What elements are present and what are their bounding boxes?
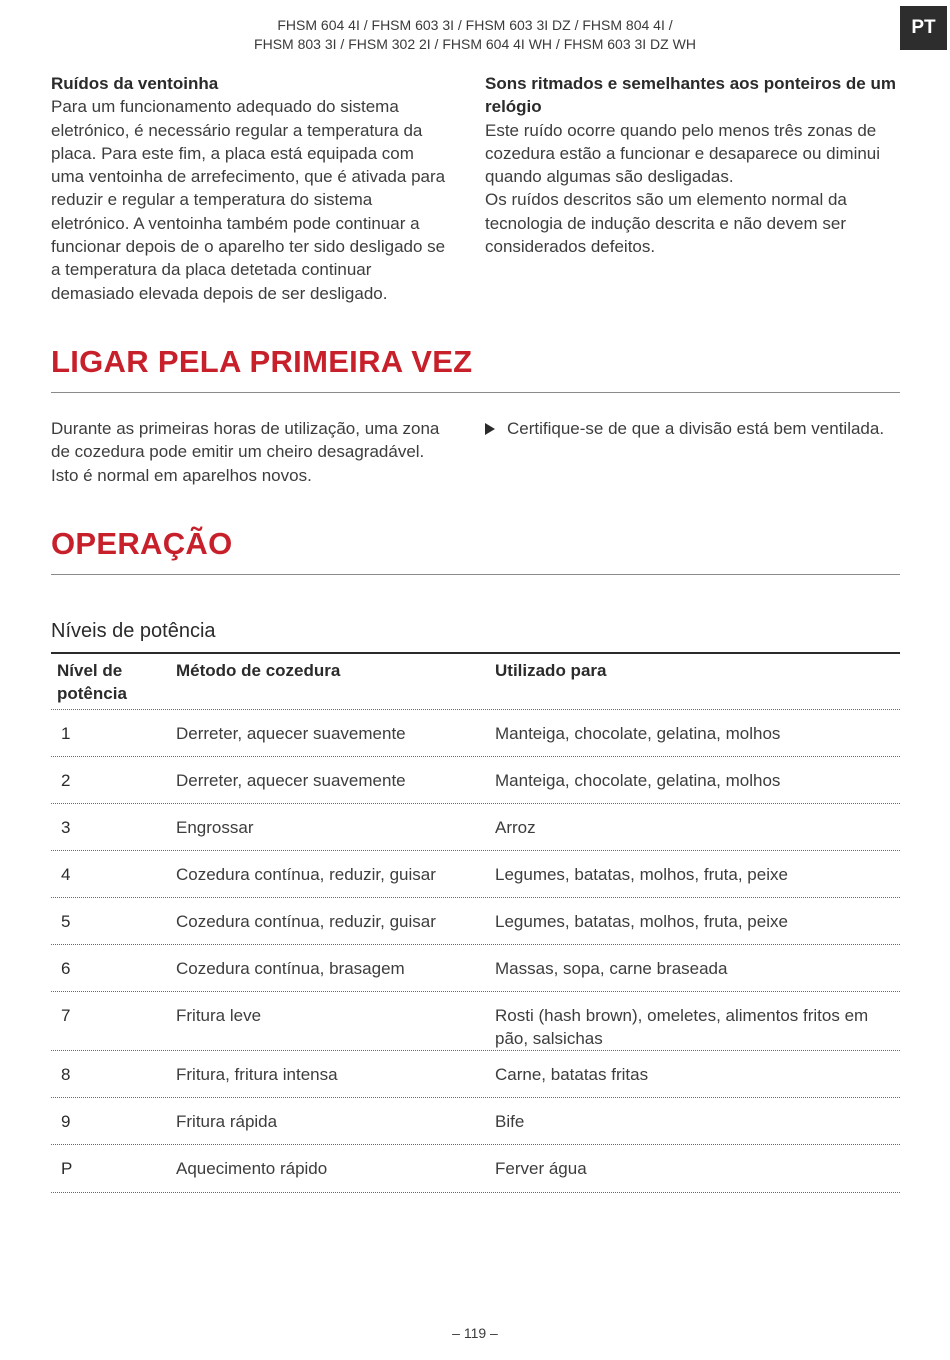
- cell-use: Rosti (hash brown), omeletes, alimentos fritos em pão, salsichas: [495, 1006, 869, 1049]
- cell-method: Engrossar: [176, 818, 254, 837]
- page-number: – 119 –: [452, 1325, 498, 1341]
- power-levels-title: Níveis de potência: [51, 620, 216, 642]
- first-use-instruction: [485, 417, 900, 440]
- fan-noise-title: Ruídos da ventoinha: [51, 74, 219, 93]
- model-list-line-2: FHSM 803 3I / FHSM 302 2I / FHSM 604 4I WH / FHSM 603 3I DZ WH: [254, 36, 696, 52]
- cell-method: Fritura leve: [176, 1006, 262, 1025]
- cell-method: Cozedura contínua, brasagem: [176, 959, 405, 978]
- clock-noise-text-2: Os ruídos descritos são um elemento normal da tecnologia de indução descrita e não devem ser considerados defeitos.: [485, 190, 847, 257]
- cell-use: Bife: [495, 1112, 525, 1131]
- clock-noise-title: Sons ritmados e semelhantes aos ponteiros de um relógio: [485, 74, 896, 117]
- clock-noise-section: [485, 72, 900, 258]
- cell-method: Derreter, aquecer suavemente: [176, 771, 406, 790]
- table-row: [51, 945, 900, 992]
- fan-noise-text: Para um funcionamento adequado do sistema eletrónico, é necessário regular a temperatura da placa. Para este fim, a placa está equipada com uma ventoinha de arrefecimento, que é ativada para reduzir e regular a temperatura do sistema eletrónico. A ventoinha também pode continuar a funcionar depois de o aparelho ter sido desligado se a temperatura da placa detetada continuar demasiado elevada depois de ser desligado.: [51, 97, 446, 303]
- cell-level: 6: [61, 959, 71, 978]
- cell-method: Fritura rápida: [176, 1112, 278, 1131]
- table-row: [51, 1145, 900, 1193]
- language-badge: PT: [900, 6, 947, 50]
- cell-use: Arroz: [495, 818, 536, 837]
- cell-method: Cozedura contínua, reduzir, guisar: [176, 865, 436, 884]
- column-header-level: Nível de potência: [57, 661, 127, 703]
- cell-use: Ferver água: [495, 1159, 587, 1178]
- cell-level: 7: [61, 1006, 71, 1025]
- table-row: [51, 992, 900, 1051]
- table-row: [51, 1051, 900, 1098]
- cell-method: Cozedura contínua, reduzir, guisar: [176, 912, 436, 931]
- first-use-instruction-block: [485, 417, 900, 440]
- cell-use: Legumes, batatas, molhos, fruta, peixe: [495, 912, 788, 931]
- model-list-header: [200, 16, 750, 54]
- power-levels-table: [51, 652, 900, 1193]
- model-list-line-1: FHSM 604 4I / FHSM 603 3I / FHSM 603 3I DZ / FHSM 804 4I /: [277, 17, 673, 33]
- table-row: [51, 898, 900, 945]
- operation-divider: [51, 574, 900, 575]
- table-header-row: [51, 654, 900, 710]
- cell-level: 9: [61, 1112, 71, 1131]
- cell-level: 8: [61, 1065, 71, 1084]
- fan-noise-section: [51, 72, 451, 305]
- table-row: [51, 851, 900, 898]
- cell-use: Manteiga, chocolate, gelatina, molhos: [495, 771, 781, 790]
- table-row: [51, 1098, 900, 1145]
- first-use-instruction-text: Certifique-se de que a divisão está bem ventilada.: [507, 419, 885, 438]
- first-use-divider: [51, 392, 900, 393]
- table-row: [51, 757, 900, 804]
- column-header-method: Método de cozedura: [176, 661, 341, 680]
- table-row: [51, 710, 900, 757]
- cell-use: Massas, sopa, carne braseada: [495, 959, 728, 978]
- table-row: [51, 804, 900, 851]
- cell-level: 1: [61, 724, 71, 743]
- cell-use: Legumes, batatas, molhos, fruta, peixe: [495, 865, 788, 884]
- first-use-text: Durante as primeiras horas de utilização, uma zona de cozedura pode emitir um cheiro desagradável. Isto é normal em aparelhos novos.: [51, 419, 440, 485]
- cell-method: Fritura, fritura intensa: [176, 1065, 338, 1084]
- cell-use: Manteiga, chocolate, gelatina, molhos: [495, 724, 781, 743]
- triangle-bullet-icon: [485, 423, 495, 435]
- first-use-title: LIGAR PELA PRIMEIRA VEZ: [51, 344, 473, 379]
- cell-level: 3: [61, 818, 71, 837]
- cell-method: Aquecimento rápido: [176, 1159, 328, 1178]
- cell-level: 4: [61, 865, 71, 884]
- clock-noise-text-1: Este ruído ocorre quando pelo menos três zonas de cozedura estão a funcionar e desaparece ou diminui quando algumas são desligadas.: [485, 120, 881, 187]
- operation-title: OPERAÇÃO: [51, 526, 233, 561]
- cell-method: Derreter, aquecer suavemente: [176, 724, 406, 743]
- column-header-use: Utilizado para: [495, 661, 607, 680]
- cell-level: 5: [61, 912, 71, 931]
- first-use-text-block: [51, 417, 451, 487]
- cell-level: P: [61, 1159, 73, 1178]
- cell-level: 2: [61, 771, 71, 790]
- cell-use: Carne, batatas fritas: [495, 1065, 649, 1084]
